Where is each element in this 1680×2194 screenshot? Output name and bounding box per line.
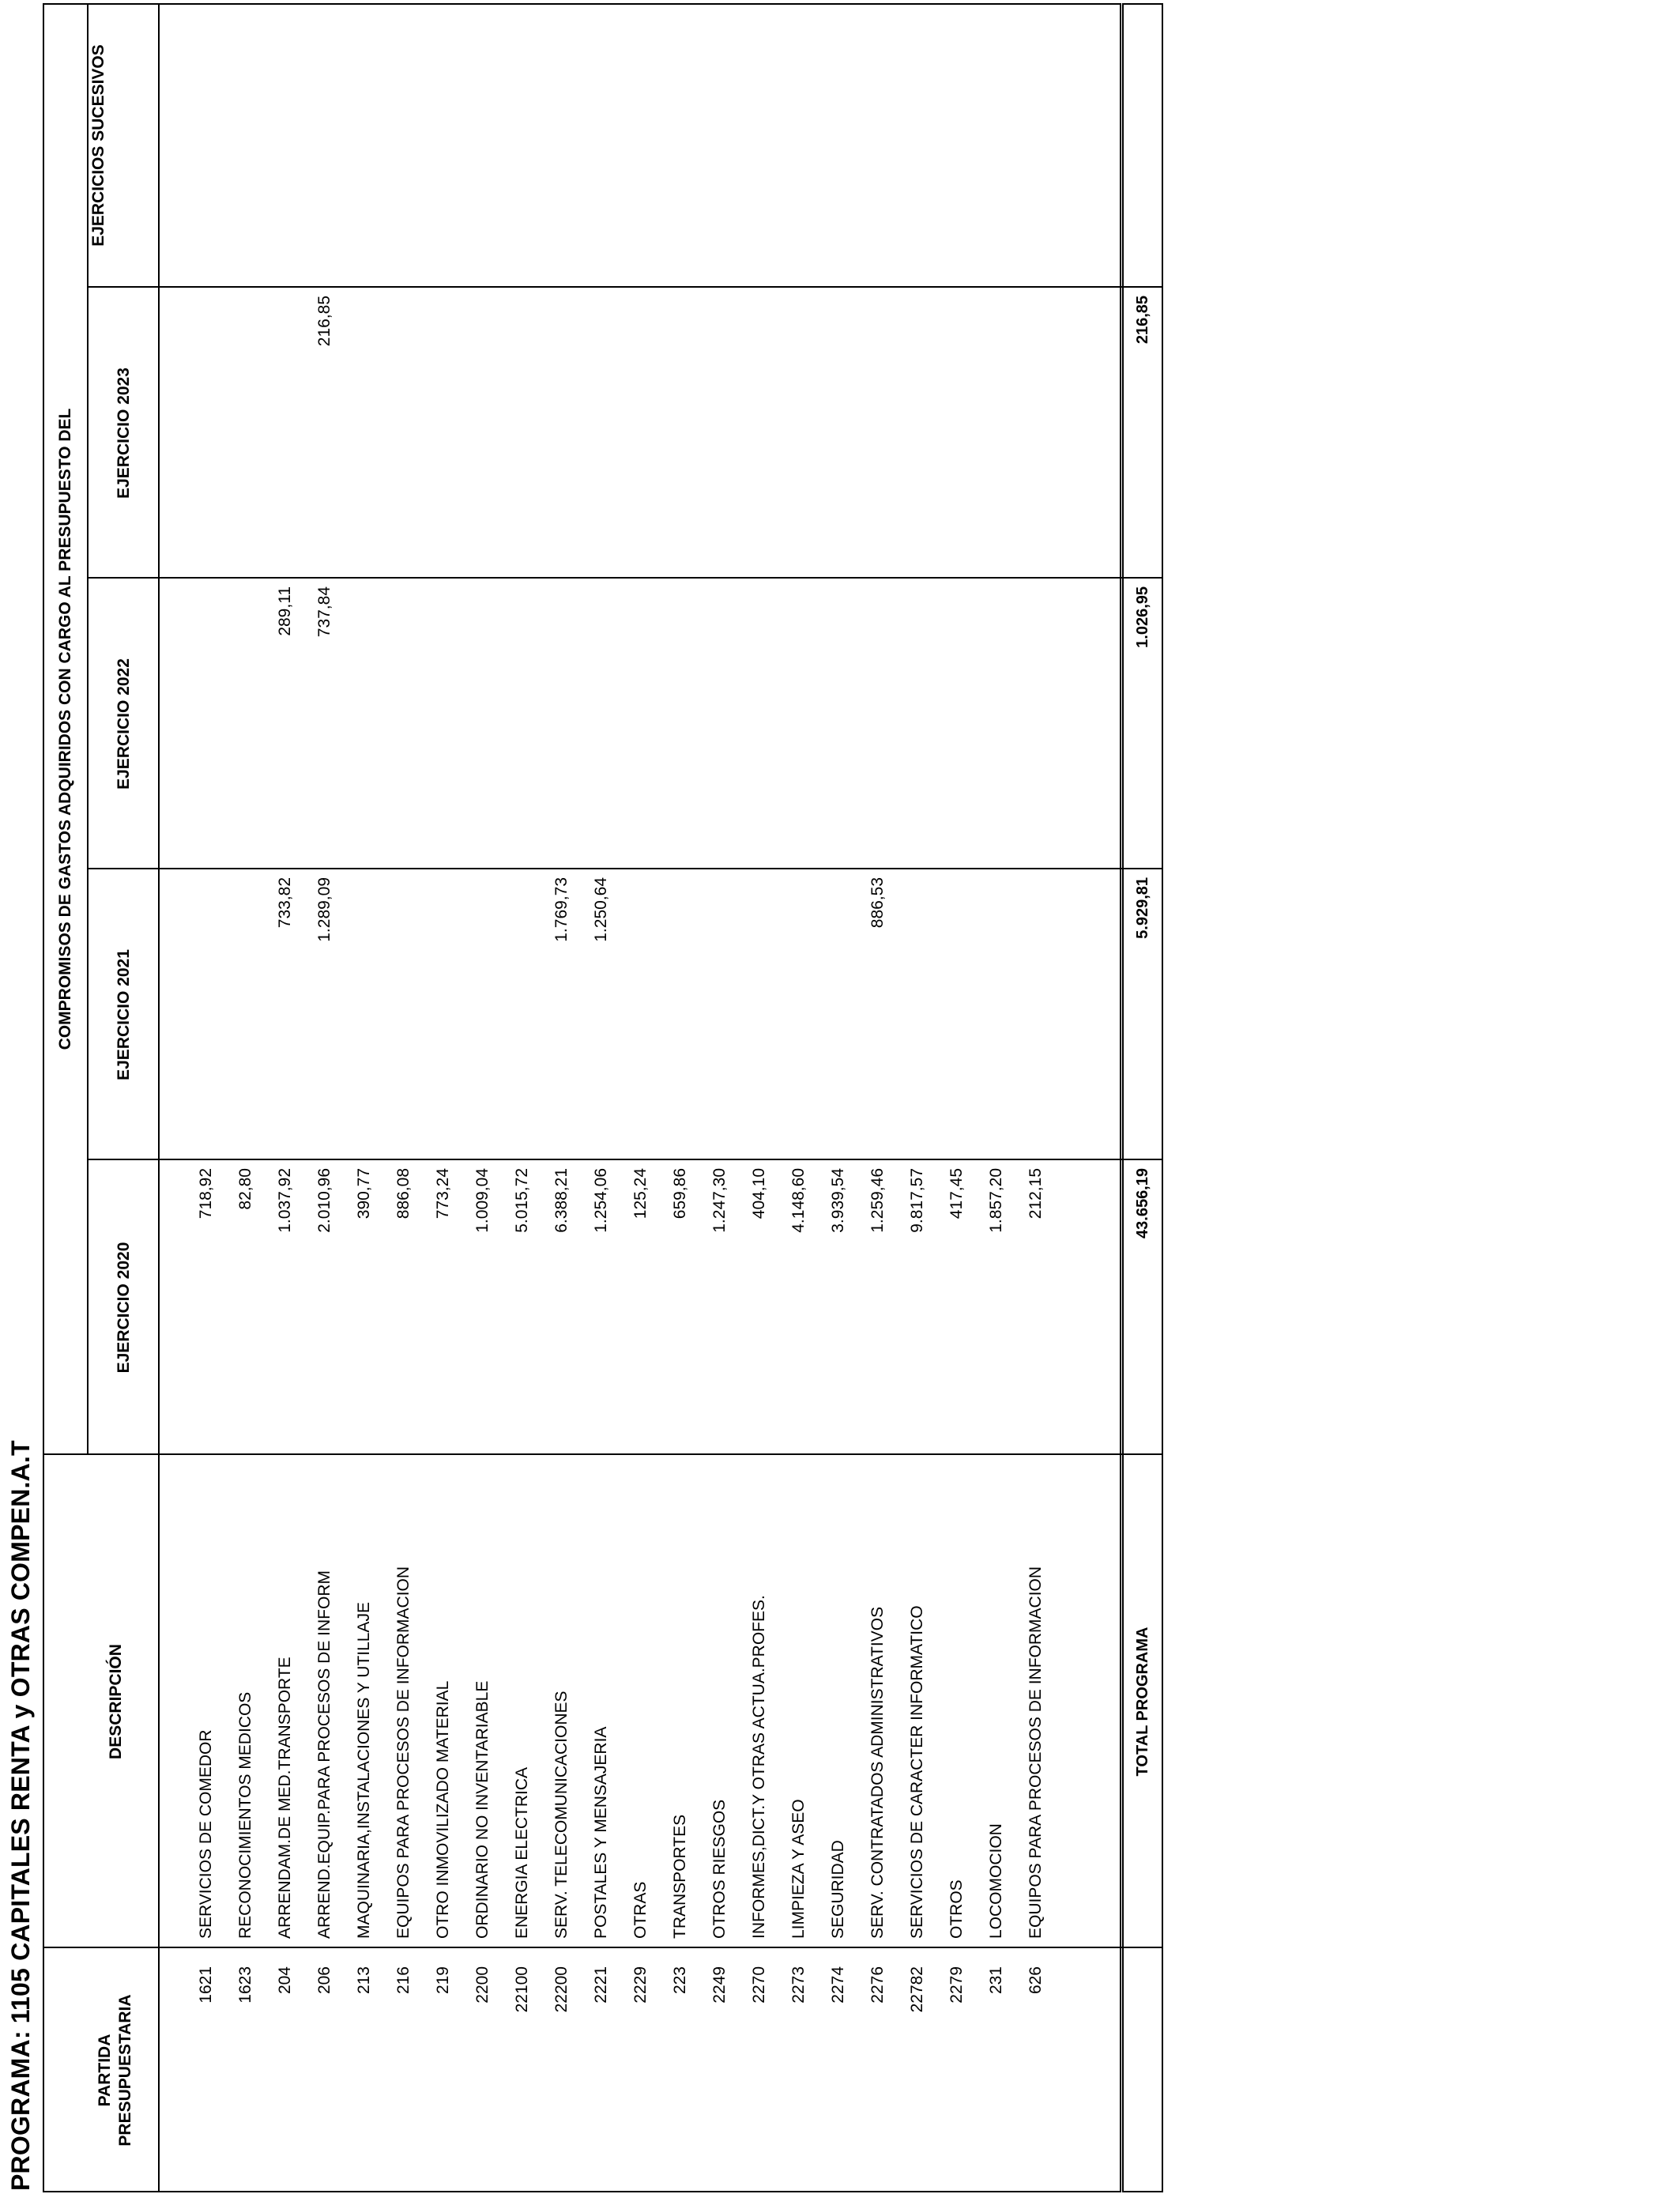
row-value-2022 — [819, 586, 858, 869]
row-value-2020: 718,92 — [197, 1168, 215, 1220]
row-value-sucesivos — [226, 11, 266, 288]
row-value-2022: 289,11 — [276, 586, 294, 636]
row-value-2022 — [661, 586, 700, 869]
row-value-2022 — [186, 586, 226, 869]
row-value-2023 — [384, 296, 424, 579]
row-description: OTROS RIESGOS — [710, 1799, 729, 1939]
row-value-2021 — [621, 877, 661, 1160]
row-value-2020: 1.037,92 — [276, 1168, 294, 1233]
row-value-2020: 1.247,30 — [710, 1168, 729, 1233]
row-value-2021 — [424, 877, 463, 1160]
row-value-2022 — [384, 586, 424, 869]
row-value-2021 — [740, 877, 779, 1160]
row-value-2020: 404,10 — [750, 1168, 768, 1220]
row-value-2023 — [186, 296, 226, 579]
row-description: LOCOMOCION — [987, 1823, 1005, 1939]
row-value-2023 — [898, 296, 937, 579]
row-value-2023 — [503, 296, 542, 579]
row-code: 2200 — [473, 1966, 492, 2004]
row-value-sucesivos — [858, 11, 898, 288]
row-value-2023 — [226, 296, 266, 579]
row-code: 2229 — [631, 1966, 650, 2004]
row-value-2021 — [503, 877, 542, 1160]
row-value-2021: 1.289,09 — [315, 877, 333, 942]
row-value-sucesivos — [266, 11, 305, 288]
header-year-2020: EJERCICIO 2020 — [115, 1242, 133, 1374]
row-description: OTROS — [947, 1879, 966, 1939]
row-value-2022 — [740, 586, 779, 869]
header-year-2022: EJERCICIO 2022 — [115, 658, 133, 790]
row-code: 204 — [276, 1966, 294, 1995]
row-description: LIMPIEZA Y ASEO — [789, 1799, 808, 1939]
header-year-2023: EJERCICIO 2023 — [115, 368, 133, 499]
row-description: MAQUINARIA,INSTALACIONES Y UTILLAJE — [355, 1602, 373, 1939]
row-code: 2221 — [592, 1966, 610, 2004]
row-value-sucesivos — [582, 11, 621, 288]
row-value-2021 — [463, 877, 503, 1160]
row-value-2022 — [463, 586, 503, 869]
row-description: EQUIPOS PARA PROCESOS DE INFORMACION — [394, 1566, 412, 1939]
row-code: 219 — [434, 1966, 452, 1995]
row-value-2021: 886,53 — [868, 877, 887, 929]
row-description: ARREND.EQUIP.PARA PROCESOS DE INFORM — [315, 1570, 333, 1939]
program-title: PROGRAMA: 1105 CAPITALES RENTA y OTRAS COMPEN.A.T — [6, 1440, 35, 2191]
row-value-2022 — [858, 586, 898, 869]
row-value-sucesivos — [503, 11, 542, 288]
row-value-2021 — [661, 877, 700, 1160]
row-value-sucesivos — [621, 11, 661, 288]
row-value-2023 — [937, 296, 977, 579]
row-value-sucesivos — [345, 11, 384, 288]
row-value-2020: 659,86 — [671, 1168, 689, 1220]
row-value-sucesivos — [819, 11, 858, 288]
row-value-2021 — [819, 877, 858, 1160]
row-value-sucesivos — [424, 11, 463, 288]
row-code: 2249 — [710, 1966, 729, 2004]
header-group: COMPROMISOS DE GASTOS ADQUIRIDOS CON CARGO AL PRESUPUESTO DEL — [56, 408, 74, 1050]
row-value-2021 — [898, 877, 937, 1160]
row-value-2020: 390,77 — [355, 1168, 373, 1220]
row-value-2020: 82,80 — [236, 1168, 254, 1210]
row-description: SERV. CONTRATADOS ADMINISTRATIVOS — [868, 1606, 887, 1939]
row-value-2020: 773,24 — [434, 1168, 452, 1220]
row-code: 22200 — [552, 1966, 571, 2013]
row-code: 1623 — [236, 1966, 254, 2004]
row-value-2020: 1.259,46 — [868, 1168, 887, 1233]
row-value-sucesivos — [898, 11, 937, 288]
row-description: INFORMES,DICT.Y OTRAS ACTUA.PROFES. — [750, 1595, 768, 1939]
row-code: 213 — [355, 1966, 373, 1995]
row-description: RECONOCIMIENTOS MEDICOS — [236, 1691, 254, 1939]
row-value-2021 — [345, 877, 384, 1160]
row-value-2020: 2.010,96 — [315, 1168, 333, 1233]
row-description: ENERGIA ELECTRICA — [513, 1766, 531, 1939]
row-value-2023 — [424, 296, 463, 579]
row-value-2022 — [898, 586, 937, 869]
row-value-sucesivos — [384, 11, 424, 288]
row-value-2022 — [503, 586, 542, 869]
header-separator — [158, 3, 160, 2192]
row-value-sucesivos — [661, 11, 700, 288]
row-description: ARRENDAM.DE MED.TRANSPORTE — [276, 1657, 294, 1939]
row-value-sucesivos — [186, 11, 226, 288]
row-code: 231 — [987, 1966, 1005, 1995]
row-description: POSTALES Y MENSAJERIA — [592, 1726, 610, 1939]
row-value-2020: 1.009,04 — [473, 1168, 492, 1233]
row-value-2023 — [463, 296, 503, 579]
row-value-2021 — [779, 877, 819, 1160]
row-value-2023 — [1016, 296, 1056, 579]
row-value-2022 — [779, 586, 819, 869]
row-value-2023 — [542, 296, 582, 579]
row-code: 626 — [1026, 1966, 1045, 1995]
header-sucesivos: EJERCICIOS SUCESIVOS — [89, 44, 107, 247]
row-value-sucesivos — [977, 11, 1016, 288]
row-value-2020: 1.254,06 — [592, 1168, 610, 1233]
header-descripcion: DESCRIPCIÓN — [107, 1644, 125, 1759]
header-partida: PARTIDA PRESUPUESTARIA — [96, 1994, 134, 2147]
total-2021: 5.929,81 — [1134, 877, 1151, 939]
row-value-sucesivos — [542, 11, 582, 288]
row-description: SEGURIDAD — [829, 1840, 847, 1939]
row-description: TRANSPORTES — [671, 1814, 689, 1939]
row-code: 22100 — [513, 1966, 531, 2013]
row-code: 223 — [671, 1966, 689, 1995]
row-value-2023 — [345, 296, 384, 579]
row-value-2020: 3.939,54 — [829, 1168, 847, 1233]
row-value-sucesivos — [463, 11, 503, 288]
total-sucesivos — [1123, 11, 1162, 288]
row-code: 2279 — [947, 1966, 966, 2004]
total-2022: 1.026,95 — [1134, 586, 1151, 648]
row-value-2020: 9.817,57 — [908, 1168, 926, 1233]
row-value-2023 — [661, 296, 700, 579]
row-code: 22782 — [908, 1966, 926, 2013]
row-value-2023 — [266, 296, 305, 579]
total-2023: 216,85 — [1134, 296, 1151, 345]
row-value-2023 — [621, 296, 661, 579]
header-year-2021: EJERCICIO 2021 — [115, 949, 133, 1080]
row-value-2021: 733,82 — [276, 877, 294, 929]
row-value-2023 — [779, 296, 819, 579]
total-2020: 43.656,19 — [1134, 1168, 1151, 1238]
row-value-2023 — [858, 296, 898, 579]
row-value-2021 — [700, 877, 740, 1160]
row-value-2022 — [542, 586, 582, 869]
row-value-2023 — [819, 296, 858, 579]
row-value-2022 — [424, 586, 463, 869]
row-value-2022 — [621, 586, 661, 869]
row-value-2020: 5.015,72 — [513, 1168, 531, 1233]
row-description: SERVICIOS DE COMEDOR — [197, 1729, 215, 1939]
row-value-sucesivos — [1016, 11, 1056, 288]
row-value-2022 — [1016, 586, 1056, 869]
row-description: ORDINARIO NO INVENTARIABLE — [473, 1680, 492, 1939]
row-code: 206 — [315, 1966, 333, 1995]
row-value-2022 — [700, 586, 740, 869]
row-value-2020: 6.388,21 — [552, 1168, 571, 1233]
row-description: SERVICIOS DE CARACTER INFORMATICO — [908, 1605, 926, 1939]
row-value-2021 — [384, 877, 424, 1160]
row-value-2023 — [700, 296, 740, 579]
row-value-sucesivos — [305, 11, 345, 288]
row-code: 2276 — [868, 1966, 887, 2004]
row-code: 2270 — [750, 1966, 768, 2004]
row-value-2021: 1.769,73 — [552, 877, 571, 942]
row-value-2023 — [740, 296, 779, 579]
row-code: 216 — [394, 1966, 412, 1995]
row-value-sucesivos — [937, 11, 977, 288]
row-value-2020: 1.857,20 — [987, 1168, 1005, 1233]
row-value-sucesivos — [779, 11, 819, 288]
row-description: OTRO INMOVILIZADO MATERIAL — [434, 1680, 452, 1939]
row-description: EQUIPOS PARA PROCESOS DE INFORMACION — [1026, 1566, 1045, 1939]
row-value-2022 — [345, 586, 384, 869]
row-value-2023 — [977, 296, 1016, 579]
row-value-2023 — [582, 296, 621, 579]
row-code: 2273 — [789, 1966, 808, 2004]
row-value-2020: 125,24 — [631, 1168, 650, 1220]
row-value-2020: 417,45 — [947, 1168, 966, 1220]
row-value-2021 — [937, 877, 977, 1160]
row-value-2020: 4.148,60 — [789, 1168, 808, 1233]
row-value-2021 — [977, 877, 1016, 1160]
row-value-2022: 737,84 — [315, 586, 333, 638]
row-value-2022 — [937, 586, 977, 869]
row-value-2020: 886,08 — [394, 1168, 412, 1220]
row-value-2023: 216,85 — [315, 296, 333, 347]
row-value-sucesivos — [700, 11, 740, 288]
row-value-2022 — [226, 586, 266, 869]
row-description: OTRAS — [631, 1881, 650, 1939]
row-code: 2274 — [829, 1966, 847, 2004]
row-value-2022 — [977, 586, 1016, 869]
row-value-2021 — [1016, 877, 1056, 1160]
total-label: TOTAL PROGRAMA — [1134, 1627, 1151, 1777]
row-description: SERV. TELECOMUNICACIONES — [552, 1691, 571, 1939]
row-code: 1621 — [197, 1966, 215, 2004]
col-sep-partida — [43, 1947, 1163, 1948]
row-value-2021: 1.250,64 — [592, 877, 610, 942]
row-value-2020: 212,15 — [1026, 1168, 1045, 1220]
row-value-2022 — [582, 586, 621, 869]
row-value-2021 — [226, 877, 266, 1160]
row-value-sucesivos — [740, 11, 779, 288]
row-value-2021 — [186, 877, 226, 1160]
